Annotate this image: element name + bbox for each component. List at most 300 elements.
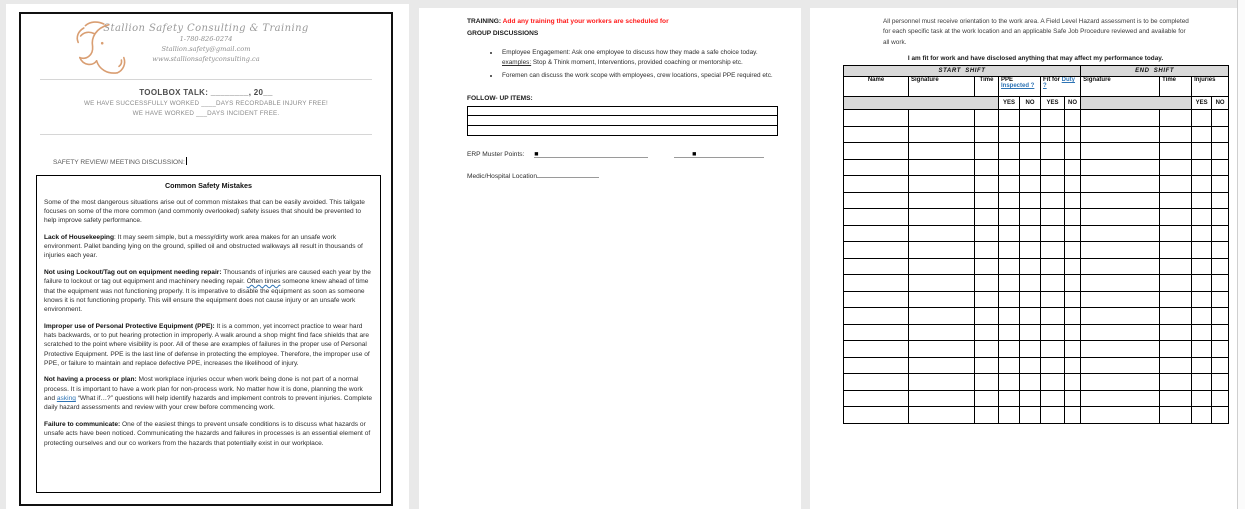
signin-empty-row	[844, 324, 1229, 341]
signin-empty-cell[interactable]	[1212, 143, 1229, 160]
orientation-text: All personnel must receive orientation to the work area. A Field Level Hazard assessment is to be completed for each specific task at the work location and an applicable Safe Job Procedure reviewed and available for all work.	[883, 18, 1189, 46]
signin-empty-cell[interactable]	[999, 192, 1020, 209]
signin-empty-row	[844, 110, 1229, 127]
signin-empty-cell[interactable]	[975, 407, 999, 424]
signin-empty-cell[interactable]	[1041, 225, 1065, 242]
signin-empty-cell[interactable]	[909, 192, 975, 209]
bullet1-examples-text: Stop & Think moment, Interventions, provided coaching or mentorship etc.	[531, 58, 743, 66]
signin-empty-cell[interactable]	[909, 110, 975, 127]
signin-table-body	[844, 110, 1229, 424]
signin-empty-cell[interactable]	[1160, 407, 1192, 424]
signin-empty-cell[interactable]	[975, 258, 999, 275]
follow-up-items-label: FOLLOW- UP ITEMS:	[467, 94, 533, 102]
signin-empty-cell[interactable]	[999, 308, 1020, 325]
signin-empty-cell[interactable]	[909, 176, 975, 193]
signin-empty-cell[interactable]	[999, 242, 1020, 259]
signin-empty-cell[interactable]	[1081, 110, 1160, 127]
signin-empty-cell[interactable]	[1020, 407, 1041, 424]
signin-empty-cell[interactable]	[909, 357, 975, 374]
signin-empty-cell[interactable]	[999, 324, 1020, 341]
signin-empty-row	[844, 374, 1229, 391]
signin-empty-cell[interactable]	[844, 225, 909, 242]
signin-empty-cell[interactable]	[999, 176, 1020, 193]
shift-signin-table	[843, 65, 1229, 424]
signin-empty-cell[interactable]	[1020, 225, 1041, 242]
signin-empty-cell[interactable]	[1192, 275, 1212, 292]
signin-empty-cell[interactable]	[1081, 225, 1160, 242]
signin-empty-cell[interactable]	[1020, 308, 1041, 325]
bullet-foremen-discussion	[500, 71, 779, 81]
communicate-paragraph	[44, 420, 373, 448]
signin-empty-cell[interactable]	[1212, 209, 1229, 226]
signin-empty-cell[interactable]	[1081, 176, 1160, 193]
duty-label: Duty ?	[1043, 77, 1076, 90]
signin-empty-cell[interactable]	[844, 192, 909, 209]
signin-empty-cell[interactable]	[1041, 126, 1065, 143]
signin-empty-cell[interactable]	[844, 143, 909, 160]
ppe-lead: Improper use of Personal Protective Equipment (PPE):	[44, 322, 215, 330]
start-shift-header: START SHIFT	[844, 66, 1081, 77]
signin-empty-cell[interactable]	[909, 225, 975, 242]
signin-empty-cell[interactable]	[1212, 324, 1229, 341]
signin-empty-row	[844, 341, 1229, 358]
signin-empty-cell[interactable]	[1160, 308, 1192, 325]
signin-empty-cell[interactable]	[1041, 143, 1065, 160]
signin-empty-cell[interactable]	[975, 275, 999, 292]
signin-empty-cell[interactable]	[1065, 192, 1081, 209]
signin-empty-cell[interactable]	[1212, 192, 1229, 209]
medic-location-line	[467, 171, 779, 180]
signin-empty-cell[interactable]	[1192, 258, 1212, 275]
signin-empty-cell[interactable]	[1192, 324, 1212, 341]
signin-empty-row	[844, 291, 1229, 308]
signin-empty-cell[interactable]	[844, 291, 909, 308]
erp-muster-label: ERP Muster Points:	[467, 151, 525, 159]
signin-empty-cell[interactable]	[909, 341, 975, 358]
housekeeping-text: : It may seem simple, but a messy/dirty work area makes for an unsafe work environment. Pallet banding lying on the ground, spilled oil and obstructed walkways all result in thousands of injuries each year.	[44, 233, 363, 260]
signin-empty-cell[interactable]	[1020, 374, 1041, 391]
ppe-yes-header: YES	[999, 97, 1020, 110]
signin-empty-cell[interactable]	[1041, 242, 1065, 259]
signin-empty-cell[interactable]	[1020, 390, 1041, 407]
fit-for-label: Fit for	[1043, 77, 1062, 84]
col-injuries: Injuries	[1192, 77, 1229, 97]
signin-empty-row	[844, 242, 1229, 259]
lockout-text-1: Thousands of injuries are caused each year by the failure to lockout or tag out equipment and machinery needing repair.	[44, 268, 371, 286]
signin-empty-cell[interactable]	[1081, 357, 1160, 374]
signin-empty-cell[interactable]	[1212, 291, 1229, 308]
topic-intro-paragraph	[44, 198, 373, 226]
signin-empty-cell[interactable]	[1192, 374, 1212, 391]
signin-empty-cell[interactable]	[1160, 324, 1192, 341]
signin-empty-cell[interactable]	[909, 390, 975, 407]
signin-empty-cell[interactable]	[1192, 176, 1212, 193]
signin-empty-cell[interactable]	[1065, 275, 1081, 292]
signin-empty-cell[interactable]	[1192, 110, 1212, 127]
signin-empty-row	[844, 357, 1229, 374]
grammar-flagged-phrase: Often times	[246, 278, 281, 286]
signin-empty-cell[interactable]	[1192, 242, 1212, 259]
signin-empty-cell[interactable]	[975, 291, 999, 308]
horse-eye	[101, 42, 104, 45]
signin-empty-cell[interactable]	[1065, 308, 1081, 325]
signin-empty-cell[interactable]	[1212, 176, 1229, 193]
signin-empty-row	[844, 225, 1229, 242]
signin-empty-cell[interactable]	[1160, 143, 1192, 160]
signin-empty-cell[interactable]	[1212, 374, 1229, 391]
signin-empty-cell[interactable]	[1160, 159, 1192, 176]
company-email: Stallion.safety@gmail.com	[161, 45, 251, 54]
signin-empty-cell[interactable]	[844, 242, 909, 259]
signin-empty-cell[interactable]	[1020, 110, 1041, 127]
signin-empty-cell[interactable]	[999, 143, 1020, 160]
signin-empty-cell[interactable]	[1041, 275, 1065, 292]
signin-empty-cell[interactable]	[1081, 258, 1160, 275]
signin-empty-cell[interactable]	[1020, 176, 1041, 193]
signin-empty-cell[interactable]	[1160, 390, 1192, 407]
signin-empty-cell[interactable]	[1041, 192, 1065, 209]
signin-empty-cell[interactable]	[999, 341, 1020, 358]
signin-empty-cell[interactable]	[1212, 390, 1229, 407]
training-label: TRAINING:	[467, 18, 502, 25]
signin-empty-cell[interactable]	[844, 126, 909, 143]
signin-empty-cell[interactable]	[1020, 159, 1041, 176]
signin-empty-cell[interactable]	[844, 407, 909, 424]
safety-review-label	[53, 157, 391, 166]
signin-empty-cell[interactable]	[975, 209, 999, 226]
signin-empty-cell[interactable]	[909, 275, 975, 292]
signin-empty-cell[interactable]	[1065, 258, 1081, 275]
signin-empty-cell[interactable]	[1065, 291, 1081, 308]
signin-empty-cell[interactable]	[999, 390, 1020, 407]
signin-empty-cell[interactable]	[999, 110, 1020, 127]
signin-empty-cell[interactable]	[844, 258, 909, 275]
signin-empty-cell[interactable]	[909, 159, 975, 176]
signin-empty-cell[interactable]	[909, 407, 975, 424]
window-edge-strip	[1237, 0, 1245, 509]
col-fit-for-duty	[1041, 77, 1081, 97]
signin-empty-cell[interactable]	[1065, 143, 1081, 160]
signin-empty-cell[interactable]	[1081, 209, 1160, 226]
signin-empty-cell[interactable]	[1041, 390, 1065, 407]
signin-empty-cell[interactable]	[1041, 176, 1065, 193]
signin-empty-cell[interactable]	[844, 390, 909, 407]
col-ppe-inspected	[999, 77, 1041, 97]
company-phone: 1-780-826-0274	[179, 35, 233, 43]
signin-empty-cell[interactable]	[1065, 390, 1081, 407]
signin-empty-cell[interactable]	[1065, 341, 1081, 358]
signin-empty-cell[interactable]	[1192, 357, 1212, 374]
recordable-free-line: WE HAVE SUCCESSFULLY WORKED ____DAYS RECORDABLE INJURY FREE!	[84, 99, 328, 107]
signin-empty-cell[interactable]	[1212, 275, 1229, 292]
incident-free-line: WE HAVE WORKED ___DAYS INCIDENT FREE.	[132, 109, 280, 117]
signin-empty-cell[interactable]	[1160, 258, 1192, 275]
bullet2-text: Foremen can discuss the work scope with employees, crew locations, special PPE required etc.	[502, 71, 773, 79]
signin-empty-cell[interactable]	[999, 225, 1020, 242]
signin-empty-cell[interactable]	[1212, 242, 1229, 259]
signin-empty-cell[interactable]	[1160, 341, 1192, 358]
signin-empty-cell[interactable]	[999, 159, 1020, 176]
page-1	[6, 4, 409, 509]
signin-empty-cell[interactable]	[1065, 176, 1081, 193]
signin-empty-cell[interactable]	[1192, 126, 1212, 143]
page-3	[810, 8, 1237, 509]
fit-for-work-statement: I am fit for work and have disclosed anything that may affect my performance today.	[907, 55, 1164, 63]
signin-empty-cell[interactable]	[1081, 324, 1160, 341]
signin-empty-cell[interactable]	[975, 242, 999, 259]
signin-empty-cell[interactable]	[909, 374, 975, 391]
training-red-note: Add any training that your workers are scheduled for	[501, 18, 669, 25]
signin-empty-cell[interactable]	[1041, 341, 1065, 358]
ppe-inspected-label: Inspected ?	[1001, 83, 1035, 90]
signin-empty-cell[interactable]	[909, 258, 975, 275]
text-cursor	[186, 157, 187, 165]
safety-topic-box	[36, 175, 381, 493]
signin-empty-cell[interactable]	[1065, 159, 1081, 176]
signin-empty-cell[interactable]	[1160, 374, 1192, 391]
signin-empty-cell[interactable]	[1065, 242, 1081, 259]
signin-empty-cell[interactable]	[909, 143, 975, 160]
ppe-text: It is a common, yet incorrect practice to wear hard hats backwards, or to put hearing protection in improperly. A walk around a shop might find face shields that are scratched to the point where visibility is poor. All of these are examples of failures in the proper use of Personal Protective Equipment. PPE is the last line of defense in protecting the employee. Therefore, the improper use of PPE, or failure to maintain and replace defective PPE, increases the likelihood of injury.	[44, 322, 370, 368]
signin-empty-cell[interactable]	[1081, 159, 1160, 176]
signin-empty-cell[interactable]	[999, 209, 1020, 226]
ppe-paragraph	[44, 322, 373, 369]
company-name: Stallion Safety Consulting & Training	[103, 23, 309, 34]
grammar-flagged-word: asking	[56, 395, 76, 403]
signin-empty-cell[interactable]	[1081, 242, 1160, 259]
signin-empty-cell[interactable]	[1192, 143, 1212, 160]
signin-empty-cell[interactable]	[1160, 126, 1192, 143]
signin-empty-cell[interactable]	[975, 110, 999, 127]
muster-point-2-marker: ■	[692, 151, 697, 159]
signin-empty-cell[interactable]	[1041, 159, 1065, 176]
company-website: www.stallionsafetyconsulting.ca	[152, 55, 260, 64]
signin-empty-cell[interactable]	[1192, 291, 1212, 308]
signin-empty-cell[interactable]	[999, 357, 1020, 374]
signin-empty-cell[interactable]	[975, 176, 999, 193]
signin-empty-cell[interactable]	[1160, 242, 1192, 259]
erp-muster-point-2-blank[interactable]	[674, 151, 764, 158]
followup-item-row[interactable]	[468, 116, 777, 126]
signin-empty-cell[interactable]	[1160, 192, 1192, 209]
signin-empty-cell[interactable]	[1065, 357, 1081, 374]
communicate-text: One of the easiest things to prevent unsafe conditions is to discuss what hazards or unsafe acts have been noticed. Communicating the hazards and failures in processes is an essential element of protecting ourselves and our co workers from the hazards that potentially exist in our workplace.	[44, 420, 371, 447]
signin-empty-cell[interactable]	[909, 308, 975, 325]
signin-empty-cell[interactable]	[1212, 110, 1229, 127]
signin-empty-cell[interactable]	[844, 357, 909, 374]
signin-empty-cell[interactable]	[1212, 126, 1229, 143]
signin-empty-cell[interactable]	[975, 374, 999, 391]
signin-empty-cell[interactable]	[1081, 390, 1160, 407]
signin-empty-cell[interactable]	[1192, 341, 1212, 358]
ppe-no-header: NO	[1020, 97, 1041, 110]
signin-empty-cell[interactable]	[1065, 225, 1081, 242]
signin-empty-cell[interactable]	[1081, 291, 1160, 308]
signin-empty-cell[interactable]	[1192, 308, 1212, 325]
signin-empty-cell[interactable]	[1192, 390, 1212, 407]
signin-empty-cell[interactable]	[1081, 308, 1160, 325]
signin-empty-cell[interactable]	[1212, 159, 1229, 176]
signin-empty-row	[844, 308, 1229, 325]
col-name: Name	[844, 77, 909, 97]
signin-empty-cell[interactable]	[1081, 407, 1160, 424]
signin-empty-cell[interactable]	[1160, 176, 1192, 193]
signin-empty-cell[interactable]	[1020, 258, 1041, 275]
col-time-start: Time	[975, 77, 999, 97]
signin-empty-cell[interactable]	[1020, 357, 1041, 374]
signin-empty-cell[interactable]	[1065, 209, 1081, 226]
signin-empty-cell[interactable]	[1081, 341, 1160, 358]
signin-empty-cell[interactable]	[844, 324, 909, 341]
plan-paragraph	[44, 375, 373, 412]
signin-empty-cell[interactable]	[1192, 225, 1212, 242]
signin-empty-cell[interactable]	[1212, 225, 1229, 242]
signin-empty-cell[interactable]	[1081, 143, 1160, 160]
signin-empty-cell[interactable]	[844, 110, 909, 127]
signin-empty-cell[interactable]	[1041, 291, 1065, 308]
signin-empty-cell[interactable]	[1212, 407, 1229, 424]
safety-review-text: SAFETY REVIEW/ MEETING DISCUSSION:	[53, 158, 185, 166]
erp-muster-point-1-blank[interactable]	[534, 151, 648, 158]
bullet1-text: Employee Engagement: Ask one employee to discuss how they made a safe choice today.	[502, 49, 758, 56]
signin-empty-cell[interactable]	[1160, 225, 1192, 242]
col-time-end: Time	[1160, 77, 1192, 97]
signin-empty-cell[interactable]	[1081, 192, 1160, 209]
signin-empty-cell[interactable]	[1041, 258, 1065, 275]
signin-empty-cell[interactable]	[999, 407, 1020, 424]
divider	[40, 134, 372, 135]
lockout-text-2: someone knew ahead of time that the equipment was not functioning properly. It is imperative to disable the equipment as soon as someone knows it is not functioning properly. This will ensure the equipment does not cause injury or an unsafe work environment.	[44, 278, 369, 314]
signin-empty-cell[interactable]	[844, 308, 909, 325]
signin-empty-cell[interactable]	[975, 390, 999, 407]
signin-empty-cell[interactable]	[1212, 308, 1229, 325]
signin-empty-cell[interactable]	[1041, 110, 1065, 127]
signin-empty-row	[844, 143, 1229, 160]
signin-empty-cell[interactable]	[1041, 357, 1065, 374]
signin-empty-row	[844, 258, 1229, 275]
signin-empty-cell[interactable]	[1192, 209, 1212, 226]
group-discussions-label: GROUP DISCUSSIONS	[467, 30, 539, 37]
signin-empty-cell[interactable]	[1065, 374, 1081, 391]
signin-empty-cell[interactable]	[844, 341, 909, 358]
signin-empty-cell[interactable]	[1020, 275, 1041, 292]
signin-empty-cell[interactable]	[975, 192, 999, 209]
muster-point-1-marker: ■	[534, 151, 539, 159]
signin-empty-cell[interactable]	[1160, 110, 1192, 127]
signin-empty-cell[interactable]	[1192, 159, 1212, 176]
signin-empty-cell[interactable]	[1192, 407, 1212, 424]
signin-empty-cell[interactable]	[1212, 258, 1229, 275]
signin-empty-cell[interactable]	[1160, 357, 1192, 374]
signin-empty-cell[interactable]	[844, 159, 909, 176]
ppe-label: PPE	[1001, 77, 1014, 84]
signin-empty-row	[844, 275, 1229, 292]
shift-header-row	[844, 66, 1229, 77]
signin-empty-cell[interactable]	[1212, 341, 1229, 358]
signin-empty-cell[interactable]	[999, 374, 1020, 391]
signin-empty-cell[interactable]	[1081, 275, 1160, 292]
signin-empty-cell[interactable]	[1160, 275, 1192, 292]
signin-empty-cell[interactable]	[1020, 192, 1041, 209]
signin-empty-cell[interactable]	[975, 324, 999, 341]
signin-empty-cell[interactable]	[1020, 341, 1041, 358]
page-2	[419, 8, 801, 509]
signin-empty-cell[interactable]	[1160, 209, 1192, 226]
signin-empty-cell[interactable]	[1065, 126, 1081, 143]
signin-empty-cell[interactable]	[1020, 291, 1041, 308]
signin-empty-cell[interactable]	[909, 324, 975, 341]
signin-empty-row	[844, 192, 1229, 209]
horse-logo-icon	[59, 20, 139, 76]
medic-location-label: Medic/Hospital Location	[467, 173, 538, 181]
signin-empty-cell[interactable]	[999, 275, 1020, 292]
column-header-row	[844, 77, 1229, 97]
signin-empty-cell[interactable]	[1081, 374, 1160, 391]
signin-empty-cell[interactable]	[975, 159, 999, 176]
signin-empty-cell[interactable]	[1081, 126, 1160, 143]
signin-empty-cell[interactable]	[975, 341, 999, 358]
signin-empty-cell[interactable]	[1212, 357, 1229, 374]
signin-empty-cell[interactable]	[1020, 126, 1041, 143]
followup-item-row[interactable]	[468, 107, 777, 117]
signin-empty-cell[interactable]	[975, 143, 999, 160]
signin-empty-cell[interactable]	[999, 291, 1020, 308]
signin-empty-cell[interactable]	[999, 126, 1020, 143]
signin-empty-row	[844, 126, 1229, 143]
signin-empty-cell[interactable]	[1041, 407, 1065, 424]
followup-item-row[interactable]	[468, 126, 777, 136]
intro-text: Some of the most dangerous situations arise out of common mistakes that can be easily avoided. This tailgate focuses on some of the more common (and commonly overlooked) safety issues that should be prevented to help improve safety performance.	[44, 198, 365, 225]
signin-empty-cell[interactable]	[1065, 324, 1081, 341]
signin-empty-cell[interactable]	[909, 291, 975, 308]
signin-empty-cell[interactable]	[975, 357, 999, 374]
injuries-yes-header: YES	[1192, 97, 1212, 110]
signin-empty-cell[interactable]	[1020, 242, 1041, 259]
communicate-lead: Failure to communicate:	[44, 420, 121, 428]
letterhead	[21, 14, 391, 65]
signin-empty-cell[interactable]	[1041, 209, 1065, 226]
signin-empty-cell[interactable]	[1020, 324, 1041, 341]
signin-empty-cell[interactable]	[1020, 209, 1041, 226]
signin-empty-cell[interactable]	[1041, 324, 1065, 341]
signin-empty-cell[interactable]	[844, 275, 909, 292]
signin-empty-cell[interactable]	[999, 258, 1020, 275]
gray-filler-start	[844, 97, 999, 110]
signin-empty-cell[interactable]	[909, 126, 975, 143]
yes-no-row	[844, 97, 1229, 110]
medic-location-blank[interactable]	[537, 171, 599, 178]
plan-text-2: “What if…?” questions will help identify hazards and implement controls to prevent injuries. Complete daily hazard assessments and review with your crew before commencing work.	[44, 395, 373, 412]
signin-empty-cell[interactable]	[844, 176, 909, 193]
signin-empty-cell[interactable]	[909, 209, 975, 226]
signin-empty-cell[interactable]	[975, 308, 999, 325]
signin-empty-cell[interactable]	[1065, 407, 1081, 424]
gray-filler-end	[1081, 97, 1192, 110]
signin-empty-cell[interactable]	[1065, 110, 1081, 127]
signin-empty-cell[interactable]	[1041, 374, 1065, 391]
signin-empty-cell[interactable]	[1192, 192, 1212, 209]
signin-empty-cell[interactable]	[1041, 308, 1065, 325]
toolbox-talk-title: TOOLBOX TALK: ________, 20__	[139, 87, 273, 97]
signin-empty-cell[interactable]	[1020, 143, 1041, 160]
signin-empty-cell[interactable]	[1160, 291, 1192, 308]
signin-empty-cell[interactable]	[975, 225, 999, 242]
signin-empty-cell[interactable]	[975, 126, 999, 143]
lockout-paragraph	[44, 268, 373, 315]
signin-empty-cell[interactable]	[909, 242, 975, 259]
signin-empty-cell[interactable]	[844, 374, 909, 391]
signin-empty-cell[interactable]	[844, 209, 909, 226]
